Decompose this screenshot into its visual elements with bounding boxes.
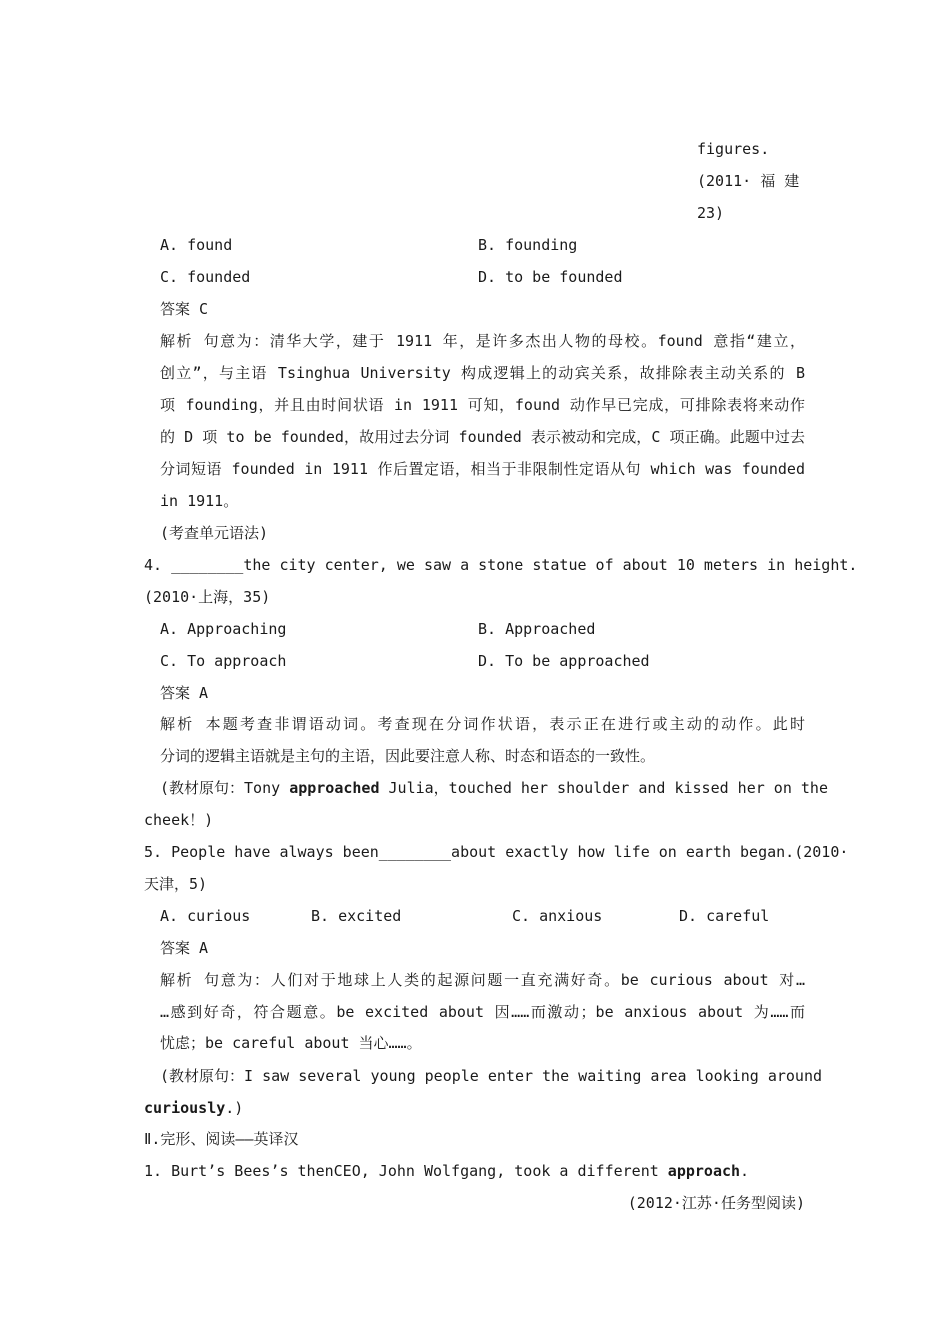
q5-option-b: B. excited [311, 907, 402, 925]
q4-explanation-line-2: 分词的逻辑主语就是主句的主语，因此要注意人称、时态和语态的一致性。 [160, 747, 656, 765]
q4-answer: 答案 A [160, 684, 209, 702]
q5-option-d: D. careful [679, 907, 770, 925]
q5-explanation-line-1: 解析 句意为：人们对于地球上人类的起源问题一直充满好奇。be curious about 对… [160, 971, 805, 989]
q4-explanation-line-1: 解析 本题考查非谓语动词。考查现在分词作状语，表示正在进行或主动的动作。此时 [160, 715, 805, 733]
q3-explanation-line-6: in 1911。 [160, 492, 239, 510]
q4-original-suffix: Julia，touched her shoulder and kissed her on the [379, 779, 828, 797]
q4-source: (2010·上海，35) [144, 588, 271, 606]
q4-option-d: D. To be approached [478, 652, 650, 670]
section2-heading: Ⅱ.完形、阅读——英译汉 [144, 1130, 299, 1148]
q4-option-a: A. Approaching [160, 620, 287, 638]
section2-item-1 [144, 1161, 749, 1181]
q4-option-c: C. To approach [160, 652, 287, 670]
q5-explanation-line-2: …感到好奇，符合题意。be excited about 因……而激动；be anxious about 为……而 [160, 1003, 805, 1021]
q5-original-suffix: .) [225, 1099, 244, 1117]
q3-fragment-line-2: (2011· 福 建 [697, 172, 800, 190]
section2-item-1-suffix: . [740, 1162, 750, 1180]
q5-original-keyword: curiously [144, 1099, 226, 1117]
q3-explanation-line-5: 分词短语 founded in 1911 作后置定语，相当于非限制性定语从句 which was founded [160, 460, 805, 478]
q5-answer: 答案 A [160, 939, 209, 957]
q3-fragment-line-1: figures. [697, 140, 770, 158]
q3-explanation-line-3: 项 founding，并且由时间状语 in 1911 可知，found 动作早已完成，可排除表将来动作 [160, 396, 805, 414]
q5-stem: 5. People have always been________about exactly how life on earth began.(2010· [144, 843, 849, 861]
q3-explanation-line-4: 的 D 项 to be founded，故用过去分词 founded 表示被动和完成，C 项正确。此题中过去 [160, 428, 805, 446]
q5-option-c: C. anxious [512, 907, 603, 925]
q3-option-a: A. found [160, 236, 233, 254]
q3-explanation-line-1: 解析 句意为：清华大学，建于 1911 年，是许多杰出人物的母校。found 意指“建立， [160, 332, 805, 350]
q5-option-a: A. curious [160, 907, 251, 925]
section2-source: (2012·江苏·任务型阅读) [627, 1194, 805, 1212]
q5-original-line-2 [144, 1098, 243, 1118]
q3-explanation-line-2: 创立”，与主语 Tsinghua University 构成逻辑上的动宾关系，故排除表主动关系的 B [160, 364, 805, 382]
q3-fragment-line-3: 23) [697, 204, 725, 222]
q3-option-d: D. to be founded [478, 268, 623, 286]
q3-option-c: C. founded [160, 268, 251, 286]
q5-stem-line-2: 天津，5) [144, 875, 208, 893]
q4-original-line-2: cheek！) [144, 811, 214, 829]
q4-original-prefix: (教材原句：Tony [160, 779, 290, 797]
section2-item-1-prefix: 1. Burt’s Bees’s thenCEO, John Wolfgang, took a different [144, 1162, 668, 1180]
q5-explanation-line-3: 忧虑；be careful about 当心……。 [160, 1034, 422, 1052]
q5-original-line-1: (教材原句：I saw several young people enter the waiting area looking around [160, 1067, 823, 1085]
q3-note: (考查单元语法) [160, 524, 269, 542]
q3-answer: 答案 C [160, 300, 209, 318]
q4-option-b: B. Approached [478, 620, 596, 638]
q4-stem: 4. ________the city center, we saw a stone statue of about 10 meters in height. [144, 556, 858, 574]
q4-original-keyword: approached [289, 779, 380, 797]
q4-original-line-1 [160, 778, 828, 798]
section2-item-1-keyword: approach [667, 1162, 741, 1180]
q3-option-b: B. founding [478, 236, 578, 254]
